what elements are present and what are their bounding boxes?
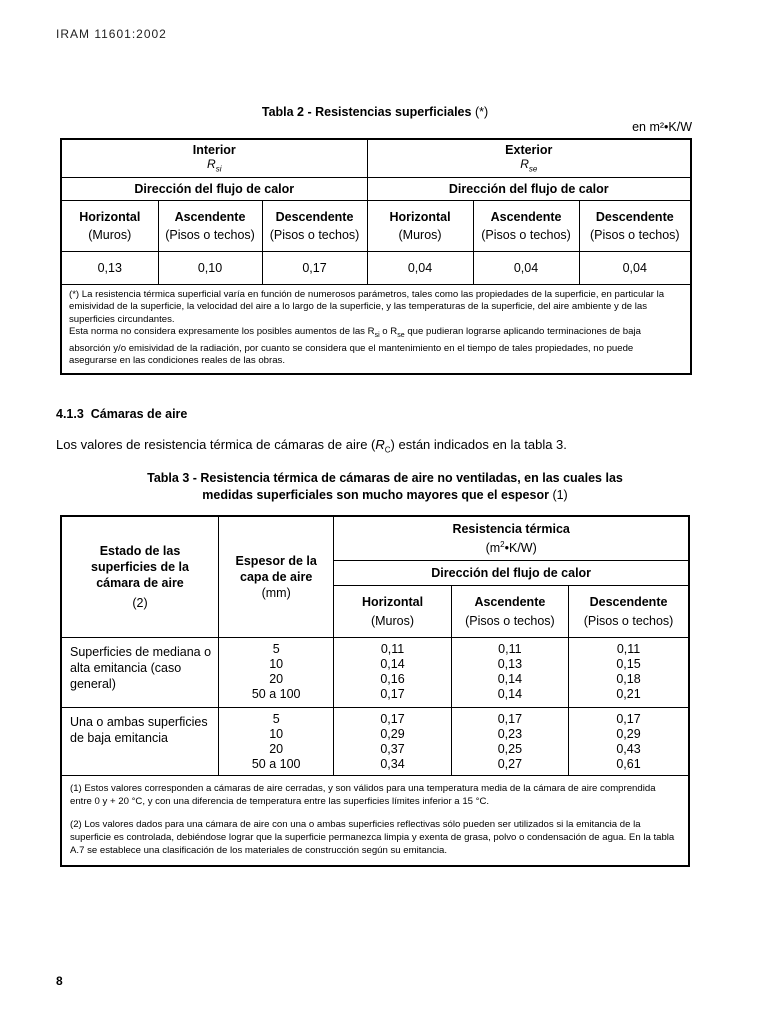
interior-flow-label: Dirección del flujo de calor [61,177,367,200]
resistance-header: Resistencia térmica $(m^2•K/W)$ [334,516,689,560]
dir-header: Ascendente (Pisos o techos) [451,585,568,637]
exterior-header: Exterior $R_{se}$ [367,139,691,177]
table2-notes [61,284,691,374]
col-header: Descendente (Pisos o techos) [579,200,691,251]
table2-caption-text: Tabla 2 - Resistencias superficiales [261,105,472,119]
section-heading: 4.1.3 Cámaras de aire [56,407,188,421]
surface-cell: Una o ambas superficies de baja emitancia [61,707,218,775]
surface-header: Estado de las superficies de la cámara de aire (2) [61,516,218,637]
body-paragraph: Los valores de resistencia térmica de cámaras de aire $(R_C)$ están indicados en la tabla 3. [56,437,567,455]
table-cell: 0,10 [158,251,262,284]
page-number: 8 [56,974,63,988]
table3-caption: Tabla 3 - Resistencia térmica de cámaras de aire no ventiladas, en las cuales las medidas superficiales son mucho mayores que el espesor (1) [147,471,623,502]
col-header: Ascendente (Pisos o techos) [473,200,579,251]
descendente-cell: 0,11 0,15 0,18 0,21 [569,637,689,707]
interior-header: Interior $R_{si}$ [61,139,367,177]
horizontal-cell: 0,11 0,14 0,16 0,17 [334,637,451,707]
table2-caption [60,105,690,119]
col-header: Descendente (Pisos o techos) [262,200,367,251]
col-header: Horizontal (Muros) [61,200,158,251]
ascendente-cell: 0,17 0,23 0,25 0,27 [451,707,568,775]
table2-caption-note: (*) [474,105,489,119]
table3-note-2: (2) Los valores dados para una cámara de aire con una o ambas superficies reflectivas sólo pueden ser utilizados si la emitancia de la superficie es controlada, debiéndose lograr que la superficie permanezca limpia y exenta de grasa, polvo o condensación de agua. En la tabla A.7 se establece una clasificación de los materiales de construcción según su emitancia. [70,818,675,856]
horizontal-cell: 0,17 0,29 0,37 0,34 [334,707,451,775]
table-cell: 0,17 [262,251,367,284]
thickness-cell: 5 10 20 50 a 100 [218,637,333,707]
table3-note-1: (1) Estos valores corresponden a cámaras de aire cerradas, y son válidos para una temperatura media de la cámara de aire comprendida entre 0 y + 20 °C, y con una diferencia de temperatura entre las superficies límites inferior a 15 °C. [70,782,656,807]
dir-header: Descendente (Pisos o techos) [569,585,689,637]
table2 [60,138,692,375]
thickness-cell: 5 10 20 50 a 100 [218,707,333,775]
table3-notes [61,775,689,866]
col-header: Ascendente (Pisos o techos) [158,200,262,251]
surface-cell: Superficies de mediana o alta emitancia (caso general) [61,637,218,707]
ascendente-cell: 0,11 0,13 0,14 0,14 [451,637,568,707]
table3-flow-label: Dirección del flujo de calor [334,560,689,585]
table-cell: 0,04 [579,251,691,284]
table3 [60,515,690,867]
descendente-cell: 0,17 0,29 0,43 0,61 [569,707,689,775]
table2-note-1: (*) La resistencia térmica superficial varía en función de numerosos parámetros, tales como las propiedades de la superficie, en particular la emisividad de la superficie, la velocidad del aire a lo largo de la superficie, y las temperaturas de la superficie, del aire ambiente y de las superficies circundantes. [69,288,665,325]
table-cell: 0,04 [367,251,473,284]
table2-units: en m²•K/W [632,120,692,134]
table2-note-2: Esta norma no considera expresamente los posibles aumentos de las $R_{si}$ o $R_{se}$ que pudieran lograrse aplicando terminaciones de baja absorción y/o emisividad de la radiación, por cuanto se considera que el mantenimiento en el tiempo de tales propiedades, no puede asegurarse en las condiciones reales de las obras. [69,326,641,367]
thickness-header: Espesor de la capa de aire (mm) [218,516,333,637]
table-cell: 0,04 [473,251,579,284]
exterior-flow-label: Dirección del flujo de calor [367,177,691,200]
dir-header: Horizontal (Muros) [334,585,451,637]
document-header: IRAM 11601:2002 [56,27,167,41]
col-header: Horizontal (Muros) [367,200,473,251]
table-cell: 0,13 [61,251,158,284]
